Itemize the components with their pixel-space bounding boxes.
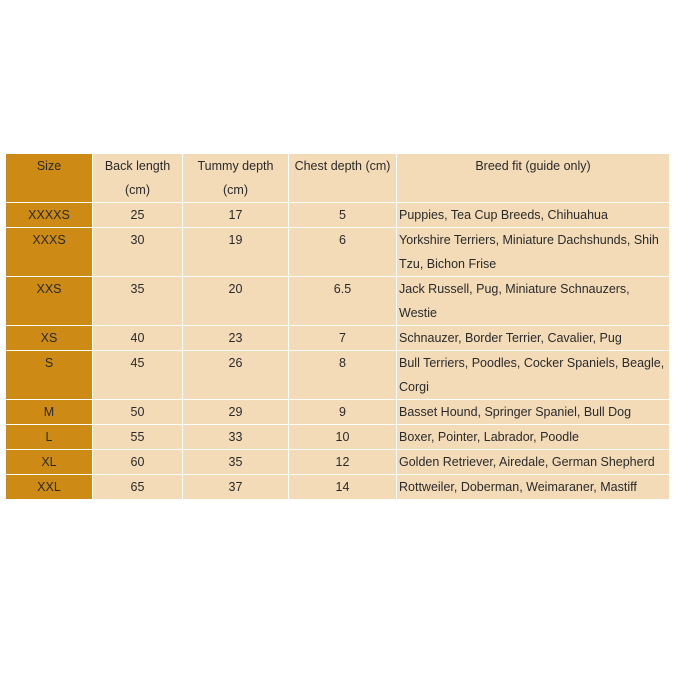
size-cell: XS bbox=[6, 326, 93, 351]
back-length-cell: 55 bbox=[93, 425, 183, 450]
table-row bbox=[6, 228, 670, 277]
size-cell: XXXXS bbox=[6, 203, 93, 228]
header-back-length: Back length (cm) bbox=[93, 154, 183, 203]
breed-fit-cell: Boxer, Pointer, Labrador, Poodle bbox=[397, 425, 670, 450]
breed-fit-cell: Yorkshire Terriers, Miniature Dachshunds, Shih Tzu, Bichon Frise bbox=[397, 228, 670, 277]
table-row bbox=[6, 326, 670, 351]
back-length-cell: 35 bbox=[93, 277, 183, 326]
back-length-cell: 30 bbox=[93, 228, 183, 277]
header-row bbox=[6, 154, 670, 203]
size-cell: M bbox=[6, 400, 93, 425]
size-chart-table bbox=[5, 153, 670, 500]
tummy-depth-cell: 19 bbox=[183, 228, 289, 277]
back-length-cell: 25 bbox=[93, 203, 183, 228]
size-cell: XXXS bbox=[6, 228, 93, 277]
breed-fit-cell: Puppies, Tea Cup Breeds, Chihuahua bbox=[397, 203, 670, 228]
back-length-cell: 60 bbox=[93, 450, 183, 475]
chest-depth-cell: 14 bbox=[289, 475, 397, 500]
table-row bbox=[6, 400, 670, 425]
table-row bbox=[6, 475, 670, 500]
tummy-depth-cell: 37 bbox=[183, 475, 289, 500]
back-length-cell: 65 bbox=[93, 475, 183, 500]
breed-fit-cell: Rottweiler, Doberman, Weimaraner, Mastiff bbox=[397, 475, 670, 500]
back-length-cell: 50 bbox=[93, 400, 183, 425]
breed-fit-cell: Jack Russell, Pug, Miniature Schnauzers, Westie bbox=[397, 277, 670, 326]
header-breed-fit: Breed fit (guide only) bbox=[397, 154, 670, 203]
tummy-depth-cell: 20 bbox=[183, 277, 289, 326]
back-length-cell: 45 bbox=[93, 351, 183, 400]
tummy-depth-cell: 26 bbox=[183, 351, 289, 400]
breed-fit-cell: Basset Hound, Springer Spaniel, Bull Dog bbox=[397, 400, 670, 425]
size-cell: L bbox=[6, 425, 93, 450]
chest-depth-cell: 7 bbox=[289, 326, 397, 351]
back-length-cell: 40 bbox=[93, 326, 183, 351]
breed-fit-cell: Golden Retriever, Airedale, German Shepherd bbox=[397, 450, 670, 475]
table-row bbox=[6, 203, 670, 228]
header-size: Size bbox=[6, 154, 93, 203]
chest-depth-cell: 9 bbox=[289, 400, 397, 425]
chest-depth-cell: 10 bbox=[289, 425, 397, 450]
chest-depth-cell: 6.5 bbox=[289, 277, 397, 326]
table-row bbox=[6, 351, 670, 400]
tummy-depth-cell: 23 bbox=[183, 326, 289, 351]
breed-fit-cell: Schnauzer, Border Terrier, Cavalier, Pug bbox=[397, 326, 670, 351]
tummy-depth-cell: 35 bbox=[183, 450, 289, 475]
size-cell: S bbox=[6, 351, 93, 400]
chest-depth-cell: 6 bbox=[289, 228, 397, 277]
table-row bbox=[6, 277, 670, 326]
size-cell: XXL bbox=[6, 475, 93, 500]
chest-depth-cell: 8 bbox=[289, 351, 397, 400]
header-tummy-depth: Tummy depth (cm) bbox=[183, 154, 289, 203]
size-cell: XXS bbox=[6, 277, 93, 326]
table-body bbox=[6, 203, 670, 500]
table-row bbox=[6, 450, 670, 475]
chest-depth-cell: 5 bbox=[289, 203, 397, 228]
chest-depth-cell: 12 bbox=[289, 450, 397, 475]
breed-fit-cell: Bull Terriers, Poodles, Cocker Spaniels, Beagle, Corgi bbox=[397, 351, 670, 400]
table-row bbox=[6, 425, 670, 450]
tummy-depth-cell: 33 bbox=[183, 425, 289, 450]
tummy-depth-cell: 29 bbox=[183, 400, 289, 425]
tummy-depth-cell: 17 bbox=[183, 203, 289, 228]
header-chest-depth: Chest depth (cm) bbox=[289, 154, 397, 203]
size-cell: XL bbox=[6, 450, 93, 475]
